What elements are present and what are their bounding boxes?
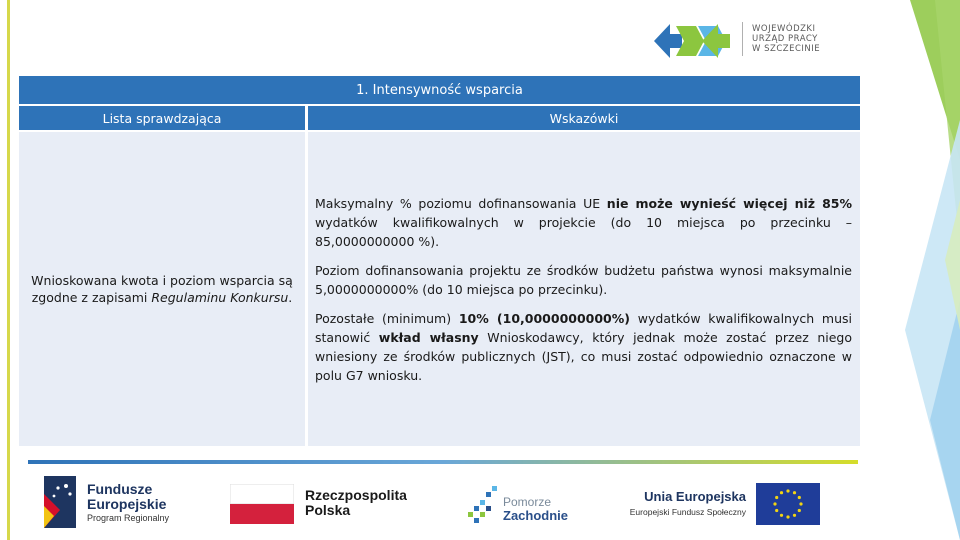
polish-flag-icon [230,484,294,524]
column-header-hints: Wskazówki [308,106,860,130]
checklist-text-plain: Wnioskowana kwota i poziom wsparcia są zgodne z zapisami [31,273,293,305]
left-accent-rule [7,0,10,540]
pz-line-2: Zachodnie [503,508,569,523]
hint-3-text-c: wydatków kwalifikowalnych musi stanowić [315,311,852,345]
hints-cell [308,132,860,446]
fundusze-europejskie-label [87,482,169,524]
hint-paragraph-2: Poziom dofinansowania projektu ze środków budżetu państwa wynosi maksymalnie 5,0000000000% (do 10 miejsca po przecinku). [315,263,852,297]
pz-line-1: Pomorze [503,495,552,509]
checklist-cell [19,132,305,446]
fundusze-europejskie-icon [44,476,76,528]
ue-line-2: Europejski Fundusz Społeczny [629,507,746,517]
pomorze-zachodnie-icon [464,482,500,526]
ue-line-1: Unia Europejska [644,489,746,504]
fe-line-1: Fundusze [87,481,153,497]
table-title: 1. Intensywność wsparcia [19,76,860,104]
hint-paragraph-1 [315,194,852,251]
pomorze-zachodnie-label [503,495,568,523]
hint-3-text-e: Wnioskodawcy, który jednak może zostać przez niego wniesiony ze środków publicznych (JST), co musi zostać odpowiednio oznaczone w polu G7 wniosku. [315,330,852,383]
org-line-2: URZĄD PRACY [752,34,818,44]
eu-flag-icon [756,483,820,525]
hint-paragraph-3 [315,309,852,385]
checklist-text-end: . [288,290,293,305]
column-header-checklist: Lista sprawdzająca [19,106,305,130]
fe-line-2: Europejskie [87,496,167,512]
wup-org-name [752,24,820,54]
rzeczpospolita-polska-label [305,488,407,518]
org-line-1: WOJEWÓDZKI [752,24,816,34]
wup-logo-divider [742,22,743,56]
hint-1-text-a: Maksymalny % poziomu dofinansowania UE [315,196,607,211]
hint-1-text-c: wydatków kwalifikowalnych w projekcie (do 10 miejsca po przecinku – 85,0000000000 %). [315,215,852,249]
unia-europejska-label [614,489,746,519]
checklist-text-italic: Regulaminu Konkursu [151,290,289,305]
hint-3-text-a: Pozostałe (minimum) [315,311,459,326]
hint-3-text-bold-percent: 10% (10,0000000000%) [458,311,630,326]
footer-gradient-line [28,460,858,464]
fe-line-3: Program Regionalny [87,513,170,523]
rp-line-1: Rzeczpospolita [305,487,407,503]
decorative-triangles [850,0,960,540]
rp-line-2: Polska [305,502,351,518]
checklist-text [29,272,295,306]
support-intensity-table [19,76,860,446]
hint-3-text-bold-own: wkład własny [378,330,479,345]
org-line-3: W SZCZECINIE [752,44,821,54]
hint-1-text-bold: nie może wynieść więcej niż 85% [606,196,853,211]
